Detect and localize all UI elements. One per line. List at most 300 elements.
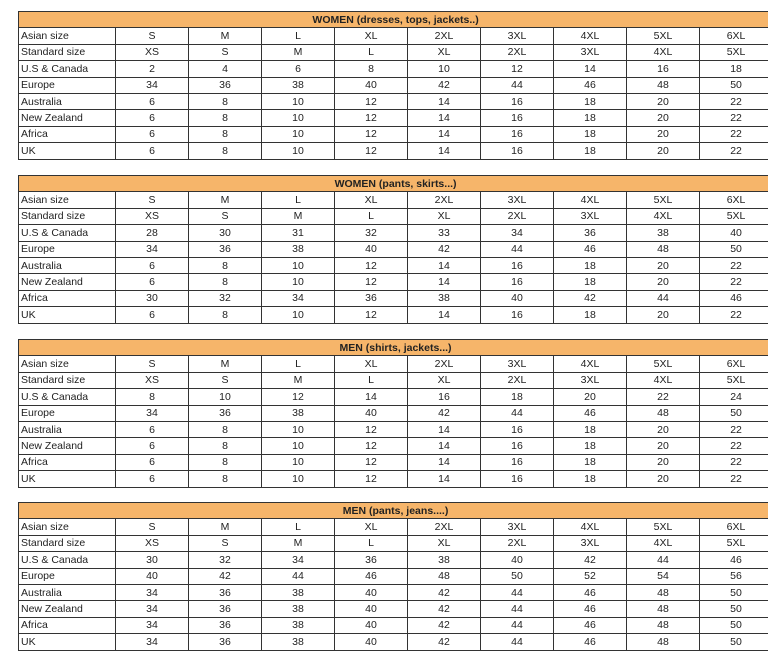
size-cell: 20 (627, 126, 700, 142)
size-cell: 18 (554, 438, 627, 454)
size-cell: 5XL (700, 44, 768, 60)
table-row (19, 421, 768, 437)
table-title: WOMEN (pants, skirts...) (19, 176, 768, 192)
table-row (19, 601, 768, 617)
size-cell: 12 (335, 93, 408, 109)
size-cell: 38 (262, 77, 335, 93)
row-label: UK (19, 307, 116, 323)
size-cell: 56 (700, 568, 768, 584)
table-row (19, 28, 768, 44)
size-cell: 5XL (700, 535, 768, 551)
size-cell: 12 (335, 126, 408, 142)
size-cell: 18 (554, 307, 627, 323)
size-cell: 14 (408, 126, 481, 142)
size-cell: 4XL (627, 372, 700, 388)
table-row (19, 77, 768, 93)
size-cell: 12 (481, 61, 554, 77)
size-cell: 36 (189, 617, 262, 633)
size-cell: 46 (700, 552, 768, 568)
size-cell: M (189, 28, 262, 44)
size-cell: 50 (700, 241, 768, 257)
size-cell: 2XL (408, 519, 481, 535)
size-cell: XL (335, 356, 408, 372)
size-cell: 38 (262, 241, 335, 257)
size-cell: 46 (700, 290, 768, 306)
size-cell: 46 (335, 568, 408, 584)
row-label: Asian size (19, 356, 116, 372)
size-cell: 50 (700, 584, 768, 600)
size-cell: 14 (335, 389, 408, 405)
size-cell: 12 (335, 110, 408, 126)
table-row (19, 584, 768, 600)
size-cell: 20 (627, 454, 700, 470)
size-cell: 36 (189, 405, 262, 421)
size-cell: 44 (481, 634, 554, 650)
size-cell: 16 (481, 93, 554, 109)
size-cell: 18 (554, 93, 627, 109)
row-label: UK (19, 634, 116, 650)
size-cell: M (189, 519, 262, 535)
size-cell: 38 (262, 601, 335, 617)
size-cell: 36 (189, 601, 262, 617)
size-cell: 10 (408, 61, 481, 77)
size-cell: 8 (116, 389, 189, 405)
size-cell: 8 (189, 307, 262, 323)
size-cell: S (189, 208, 262, 224)
table-row (19, 568, 768, 584)
table-header-row (19, 503, 768, 519)
size-cell: 18 (554, 454, 627, 470)
table-row (19, 93, 768, 109)
size-cell: 6XL (700, 519, 768, 535)
size-cell: 10 (262, 438, 335, 454)
size-cell: 5XL (627, 356, 700, 372)
table-row (19, 257, 768, 273)
size-cell: 36 (189, 77, 262, 93)
size-cell: 34 (262, 552, 335, 568)
size-cell: 8 (189, 454, 262, 470)
size-cell: 48 (627, 601, 700, 617)
size-cell: XL (335, 28, 408, 44)
size-cell: S (189, 372, 262, 388)
size-cell: 40 (335, 241, 408, 257)
size-cell: 12 (335, 307, 408, 323)
size-cell: 10 (189, 389, 262, 405)
size-cell: 50 (700, 601, 768, 617)
size-cell: XS (116, 208, 189, 224)
size-cell: 48 (627, 77, 700, 93)
size-cell: 6 (116, 307, 189, 323)
size-cell: 6 (116, 421, 189, 437)
size-cell: 32 (189, 290, 262, 306)
size-cell: 46 (554, 601, 627, 617)
size-cell: 18 (700, 61, 768, 77)
size-cell: 42 (408, 584, 481, 600)
table-row (19, 389, 768, 405)
size-cell: 30 (116, 552, 189, 568)
table-header-row (19, 340, 768, 356)
row-label: U.S & Canada (19, 225, 116, 241)
size-chart-women-pants (18, 175, 768, 324)
size-cell: 8 (189, 421, 262, 437)
size-cell: S (116, 356, 189, 372)
size-cell: 18 (554, 143, 627, 159)
size-cell: L (335, 208, 408, 224)
size-cell: 50 (700, 617, 768, 633)
size-cell: 14 (408, 421, 481, 437)
size-cell: 46 (554, 617, 627, 633)
size-cell: 2XL (481, 208, 554, 224)
size-cell: 5XL (627, 519, 700, 535)
row-label: Australia (19, 584, 116, 600)
size-cell: 44 (481, 241, 554, 257)
size-cell: 14 (408, 257, 481, 273)
row-label: Standard size (19, 535, 116, 551)
size-cell: S (116, 28, 189, 44)
size-cell: 14 (554, 61, 627, 77)
size-cell: 44 (627, 552, 700, 568)
size-cell: 42 (408, 617, 481, 633)
size-cell: 22 (700, 454, 768, 470)
size-cell: 14 (408, 471, 481, 487)
table-row (19, 471, 768, 487)
size-cell: 14 (408, 454, 481, 470)
table-row (19, 405, 768, 421)
row-label: Africa (19, 290, 116, 306)
size-cell: 16 (481, 438, 554, 454)
table-row (19, 519, 768, 535)
size-cell: 3XL (554, 44, 627, 60)
size-cell: 48 (627, 584, 700, 600)
size-cell: L (335, 44, 408, 60)
size-cell: 44 (481, 584, 554, 600)
table-row (19, 143, 768, 159)
size-cell: 36 (335, 552, 408, 568)
size-cell: 46 (554, 241, 627, 257)
size-cell: 18 (554, 421, 627, 437)
row-label: Australia (19, 421, 116, 437)
size-cell: 42 (189, 568, 262, 584)
size-cell: L (262, 28, 335, 44)
size-cell: 16 (408, 389, 481, 405)
table-row (19, 356, 768, 372)
size-cell: 38 (408, 290, 481, 306)
size-cell: 50 (700, 634, 768, 650)
row-label: Europe (19, 241, 116, 257)
size-cell: 3XL (481, 519, 554, 535)
table-title: MEN (shirts, jackets...) (19, 340, 768, 356)
size-cell: L (335, 372, 408, 388)
size-cell: 54 (627, 568, 700, 584)
size-cell: 6 (116, 274, 189, 290)
size-cell: 48 (627, 405, 700, 421)
size-cell: 18 (481, 389, 554, 405)
size-cell: XL (335, 519, 408, 535)
size-cell: 20 (554, 389, 627, 405)
table-row (19, 634, 768, 650)
size-cell: 6XL (700, 192, 768, 208)
size-cell: 50 (700, 405, 768, 421)
size-cell: 10 (262, 126, 335, 142)
size-cell: 10 (262, 421, 335, 437)
size-cell: 2XL (408, 356, 481, 372)
row-label: Asian size (19, 192, 116, 208)
size-cell: 16 (481, 307, 554, 323)
size-cell: 8 (189, 438, 262, 454)
size-cell: M (262, 44, 335, 60)
size-cell: 12 (335, 143, 408, 159)
table-title: WOMEN (dresses, tops, jackets..) (19, 12, 768, 28)
size-cell: 36 (189, 241, 262, 257)
size-cell: 38 (262, 634, 335, 650)
size-cell: 4XL (627, 44, 700, 60)
size-cell: 38 (627, 225, 700, 241)
size-cell: 12 (335, 438, 408, 454)
size-cell: 6XL (700, 28, 768, 44)
size-cell: 46 (554, 634, 627, 650)
size-cell: M (262, 208, 335, 224)
size-cell: L (335, 535, 408, 551)
size-cell: 48 (627, 241, 700, 257)
size-cell: 20 (627, 307, 700, 323)
size-cell: 8 (189, 126, 262, 142)
size-cell: 16 (481, 454, 554, 470)
row-label: U.S & Canada (19, 61, 116, 77)
size-cell: XS (116, 372, 189, 388)
size-cell: 44 (627, 290, 700, 306)
size-cell: 10 (262, 274, 335, 290)
size-cell: 8 (335, 61, 408, 77)
size-cell: M (189, 356, 262, 372)
size-cell: 22 (700, 307, 768, 323)
size-cell: 36 (335, 290, 408, 306)
row-label: Australia (19, 93, 116, 109)
size-cell: 34 (116, 584, 189, 600)
size-cell: 14 (408, 438, 481, 454)
table-row (19, 110, 768, 126)
size-cell: 6 (116, 471, 189, 487)
size-cell: 3XL (554, 535, 627, 551)
row-label: Standard size (19, 44, 116, 60)
size-cell: 12 (335, 274, 408, 290)
size-cell: 44 (481, 617, 554, 633)
size-cell: 12 (262, 389, 335, 405)
size-cell: 42 (408, 405, 481, 421)
size-cell: 16 (481, 126, 554, 142)
size-cell: 18 (554, 110, 627, 126)
size-cell: 10 (262, 110, 335, 126)
size-cell: 12 (335, 454, 408, 470)
size-cell: 5XL (700, 208, 768, 224)
size-cell: 12 (335, 421, 408, 437)
size-cell: S (116, 519, 189, 535)
size-cell: 10 (262, 454, 335, 470)
size-cell: 20 (627, 143, 700, 159)
size-cell: 3XL (554, 208, 627, 224)
size-cell: 16 (481, 274, 554, 290)
size-cell: XS (116, 44, 189, 60)
size-cell: 8 (189, 471, 262, 487)
size-cell: L (262, 519, 335, 535)
size-cell: 48 (408, 568, 481, 584)
size-cell: 40 (700, 225, 768, 241)
size-cell: 6 (116, 257, 189, 273)
size-cell: 18 (554, 274, 627, 290)
size-cell: 16 (481, 421, 554, 437)
size-cell: 2 (116, 61, 189, 77)
size-cell: 6 (116, 143, 189, 159)
size-cell: 20 (627, 471, 700, 487)
size-cell: 4XL (554, 356, 627, 372)
size-cell: 10 (262, 143, 335, 159)
size-cell: 3XL (481, 192, 554, 208)
size-cell: S (116, 192, 189, 208)
size-cell: 18 (554, 126, 627, 142)
size-cell: 48 (627, 617, 700, 633)
size-cell: 52 (554, 568, 627, 584)
row-label: Europe (19, 405, 116, 421)
size-cell: 4XL (554, 519, 627, 535)
size-cell: 22 (700, 471, 768, 487)
size-cell: 8 (189, 143, 262, 159)
size-cell: 22 (700, 274, 768, 290)
table-row (19, 44, 768, 60)
table-row (19, 307, 768, 323)
size-cell: 22 (700, 126, 768, 142)
size-chart-men-pants (18, 502, 768, 651)
size-cell: 34 (116, 634, 189, 650)
size-cell: 3XL (554, 372, 627, 388)
size-cell: 20 (627, 274, 700, 290)
size-cell: 2XL (481, 44, 554, 60)
size-cell: M (189, 192, 262, 208)
size-cell: 32 (189, 552, 262, 568)
size-cell: 16 (481, 471, 554, 487)
size-cell: 42 (408, 241, 481, 257)
size-cell: 36 (189, 634, 262, 650)
size-cell: 38 (408, 552, 481, 568)
row-label: New Zealand (19, 110, 116, 126)
size-cell: 10 (262, 93, 335, 109)
row-label: New Zealand (19, 601, 116, 617)
row-label: U.S & Canada (19, 389, 116, 405)
row-label: Africa (19, 126, 116, 142)
size-cell: 28 (116, 225, 189, 241)
size-cell: 31 (262, 225, 335, 241)
table-row (19, 126, 768, 142)
size-cell: 8 (189, 110, 262, 126)
size-cell: 6 (116, 110, 189, 126)
size-cell: 6 (116, 454, 189, 470)
size-cell: 20 (627, 93, 700, 109)
size-cell: 40 (335, 584, 408, 600)
size-cell: 44 (481, 405, 554, 421)
size-cell: 40 (116, 568, 189, 584)
size-cell: 8 (189, 257, 262, 273)
row-label: Asian size (19, 519, 116, 535)
size-cell: 34 (116, 241, 189, 257)
size-cell: 22 (700, 143, 768, 159)
table-row (19, 290, 768, 306)
size-cell: 2XL (408, 192, 481, 208)
table-row (19, 535, 768, 551)
size-cell: 4XL (554, 192, 627, 208)
size-cell: S (189, 44, 262, 60)
size-cell: 42 (408, 634, 481, 650)
size-cell: L (262, 192, 335, 208)
size-cell: 4 (189, 61, 262, 77)
size-cell: 46 (554, 77, 627, 93)
size-cell: 34 (116, 617, 189, 633)
size-cell: 20 (627, 257, 700, 273)
size-cell: 6XL (700, 356, 768, 372)
size-cell: 2XL (408, 28, 481, 44)
size-cell: 14 (408, 274, 481, 290)
size-cell: 46 (554, 405, 627, 421)
size-cell: XL (408, 208, 481, 224)
table-row (19, 192, 768, 208)
table-row (19, 225, 768, 241)
size-cell: 14 (408, 93, 481, 109)
row-label: New Zealand (19, 438, 116, 454)
row-label: UK (19, 471, 116, 487)
size-cell: 40 (335, 617, 408, 633)
size-cell: M (262, 372, 335, 388)
size-chart-women-tops (18, 11, 768, 160)
size-cell: 33 (408, 225, 481, 241)
row-label: UK (19, 143, 116, 159)
size-cell: XL (408, 372, 481, 388)
size-chart-men-shirts (18, 339, 768, 488)
row-label: New Zealand (19, 274, 116, 290)
size-cell: 18 (554, 471, 627, 487)
size-cell: 3XL (481, 356, 554, 372)
table-row (19, 61, 768, 77)
size-cell: 42 (554, 290, 627, 306)
size-cell: 6 (116, 93, 189, 109)
size-cell: S (189, 535, 262, 551)
size-cell: 38 (262, 584, 335, 600)
size-cell: 5XL (700, 372, 768, 388)
row-label: Asian size (19, 28, 116, 44)
size-cell: 10 (262, 471, 335, 487)
size-cell: 30 (189, 225, 262, 241)
size-cell: 18 (554, 257, 627, 273)
size-cell: 20 (627, 438, 700, 454)
size-cell: 6 (116, 438, 189, 454)
size-cell: 14 (408, 110, 481, 126)
size-cell: 10 (262, 307, 335, 323)
size-cell: L (262, 356, 335, 372)
size-cell: 16 (481, 143, 554, 159)
size-cell: 44 (481, 77, 554, 93)
size-cell: 34 (116, 405, 189, 421)
table-title: MEN (pants, jeans....) (19, 503, 768, 519)
size-cell: XL (335, 192, 408, 208)
size-cell: 40 (335, 77, 408, 93)
table-row (19, 438, 768, 454)
table-header-row (19, 176, 768, 192)
size-cell: 4XL (554, 28, 627, 44)
size-cell: 8 (189, 274, 262, 290)
size-cell: 42 (554, 552, 627, 568)
table-row (19, 552, 768, 568)
size-cell: XL (408, 535, 481, 551)
size-cell: 6 (116, 126, 189, 142)
size-cell: 34 (116, 77, 189, 93)
size-cell: 34 (116, 601, 189, 617)
table-row (19, 208, 768, 224)
